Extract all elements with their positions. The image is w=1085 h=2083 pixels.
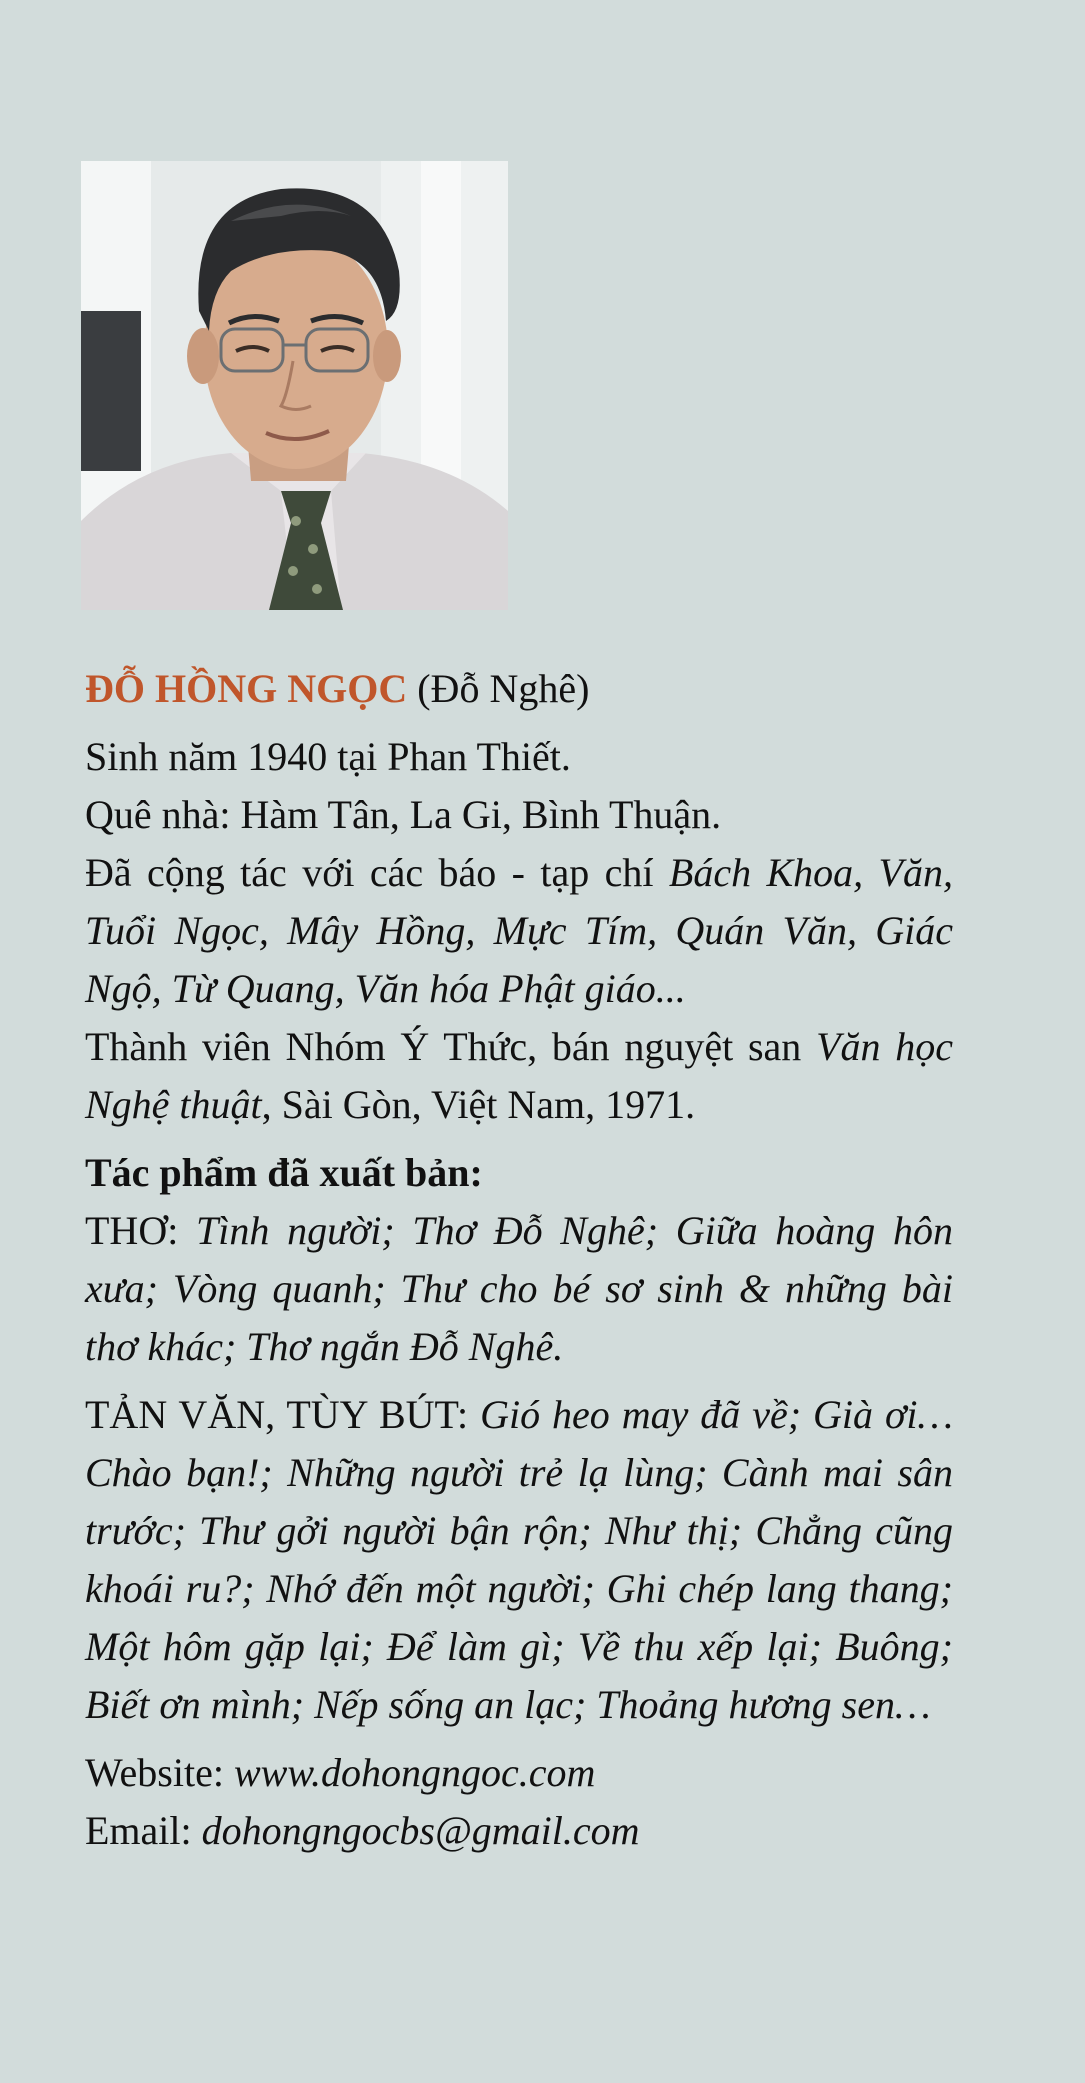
author-name: ĐỖ HỒNG NGỌC	[85, 666, 408, 711]
contact-email	[85, 1802, 953, 1860]
email-link[interactable]: dohongngocbs@gmail.com	[201, 1808, 640, 1853]
poetry-label: THƠ:	[85, 1208, 197, 1253]
author-heading	[85, 660, 953, 718]
works-prose	[85, 1386, 953, 1734]
contact-website	[85, 1744, 953, 1802]
works-poetry	[85, 1202, 953, 1376]
member-journal: Văn học Nghệ thuật	[85, 1024, 954, 1127]
website-label: Website:	[85, 1750, 234, 1795]
prose-titles: Gió heo may đã về; Già ơi… Chào bạn!; Những người trẻ lạ lùng; Cành mai sân trước; Thư gởi người bận rộn; Như thị; Chẳng cũng khoái ru?; Nhớ đến một người; Ghi chép lang thang; Một hôm gặp lại; Để làm gì; Về thu xếp lại; Buông; Biết ơn mình; Nếp sống an lạc; Thoảng hương sen…	[85, 1392, 954, 1727]
member-rest: , Sài Gòn, Việt Nam, 1971.	[261, 1082, 696, 1127]
bio-text-block	[85, 660, 953, 1860]
author-photo	[81, 161, 508, 610]
email-label: Email:	[85, 1808, 202, 1853]
bio-membership	[85, 1018, 953, 1134]
contrib-titles: Bách Khoa, Văn, Tuổi Ngọc, Mây Hồng, Mực Tím, Quán Văn, Giác Ngộ, Từ Quang, Văn hóa Phật giáo...	[85, 850, 953, 1011]
website-link[interactable]: www.dohongngoc.com	[233, 1750, 596, 1795]
bio-contributions	[85, 844, 953, 1018]
author-pen-name: (Đỗ Nghê)	[417, 666, 590, 711]
poetry-titles: Tình người; Thơ Đỗ Nghê; Giữa hoàng hôn xưa; Vòng quanh; Thư cho bé sơ sinh & những bài thơ khác; Thơ ngắn Đỗ Nghê.	[85, 1208, 953, 1369]
bio-hometown: Quê nhà: Hàm Tân, La Gi, Bình Thuận.	[85, 792, 722, 837]
contrib-intro: Đã cộng tác với các báo - tạp chí	[85, 850, 669, 895]
member-intro: Thành viên Nhóm Ý Thức, bán nguyệt san	[85, 1024, 817, 1069]
author-portrait-image	[81, 161, 508, 610]
works-heading: Tác phẩm đã xuất bản:	[85, 1150, 483, 1195]
prose-label: TẢN VĂN, TÙY BÚT:	[85, 1392, 481, 1437]
bio-born: Sinh năm 1940 tại Phan Thiết.	[85, 734, 571, 779]
